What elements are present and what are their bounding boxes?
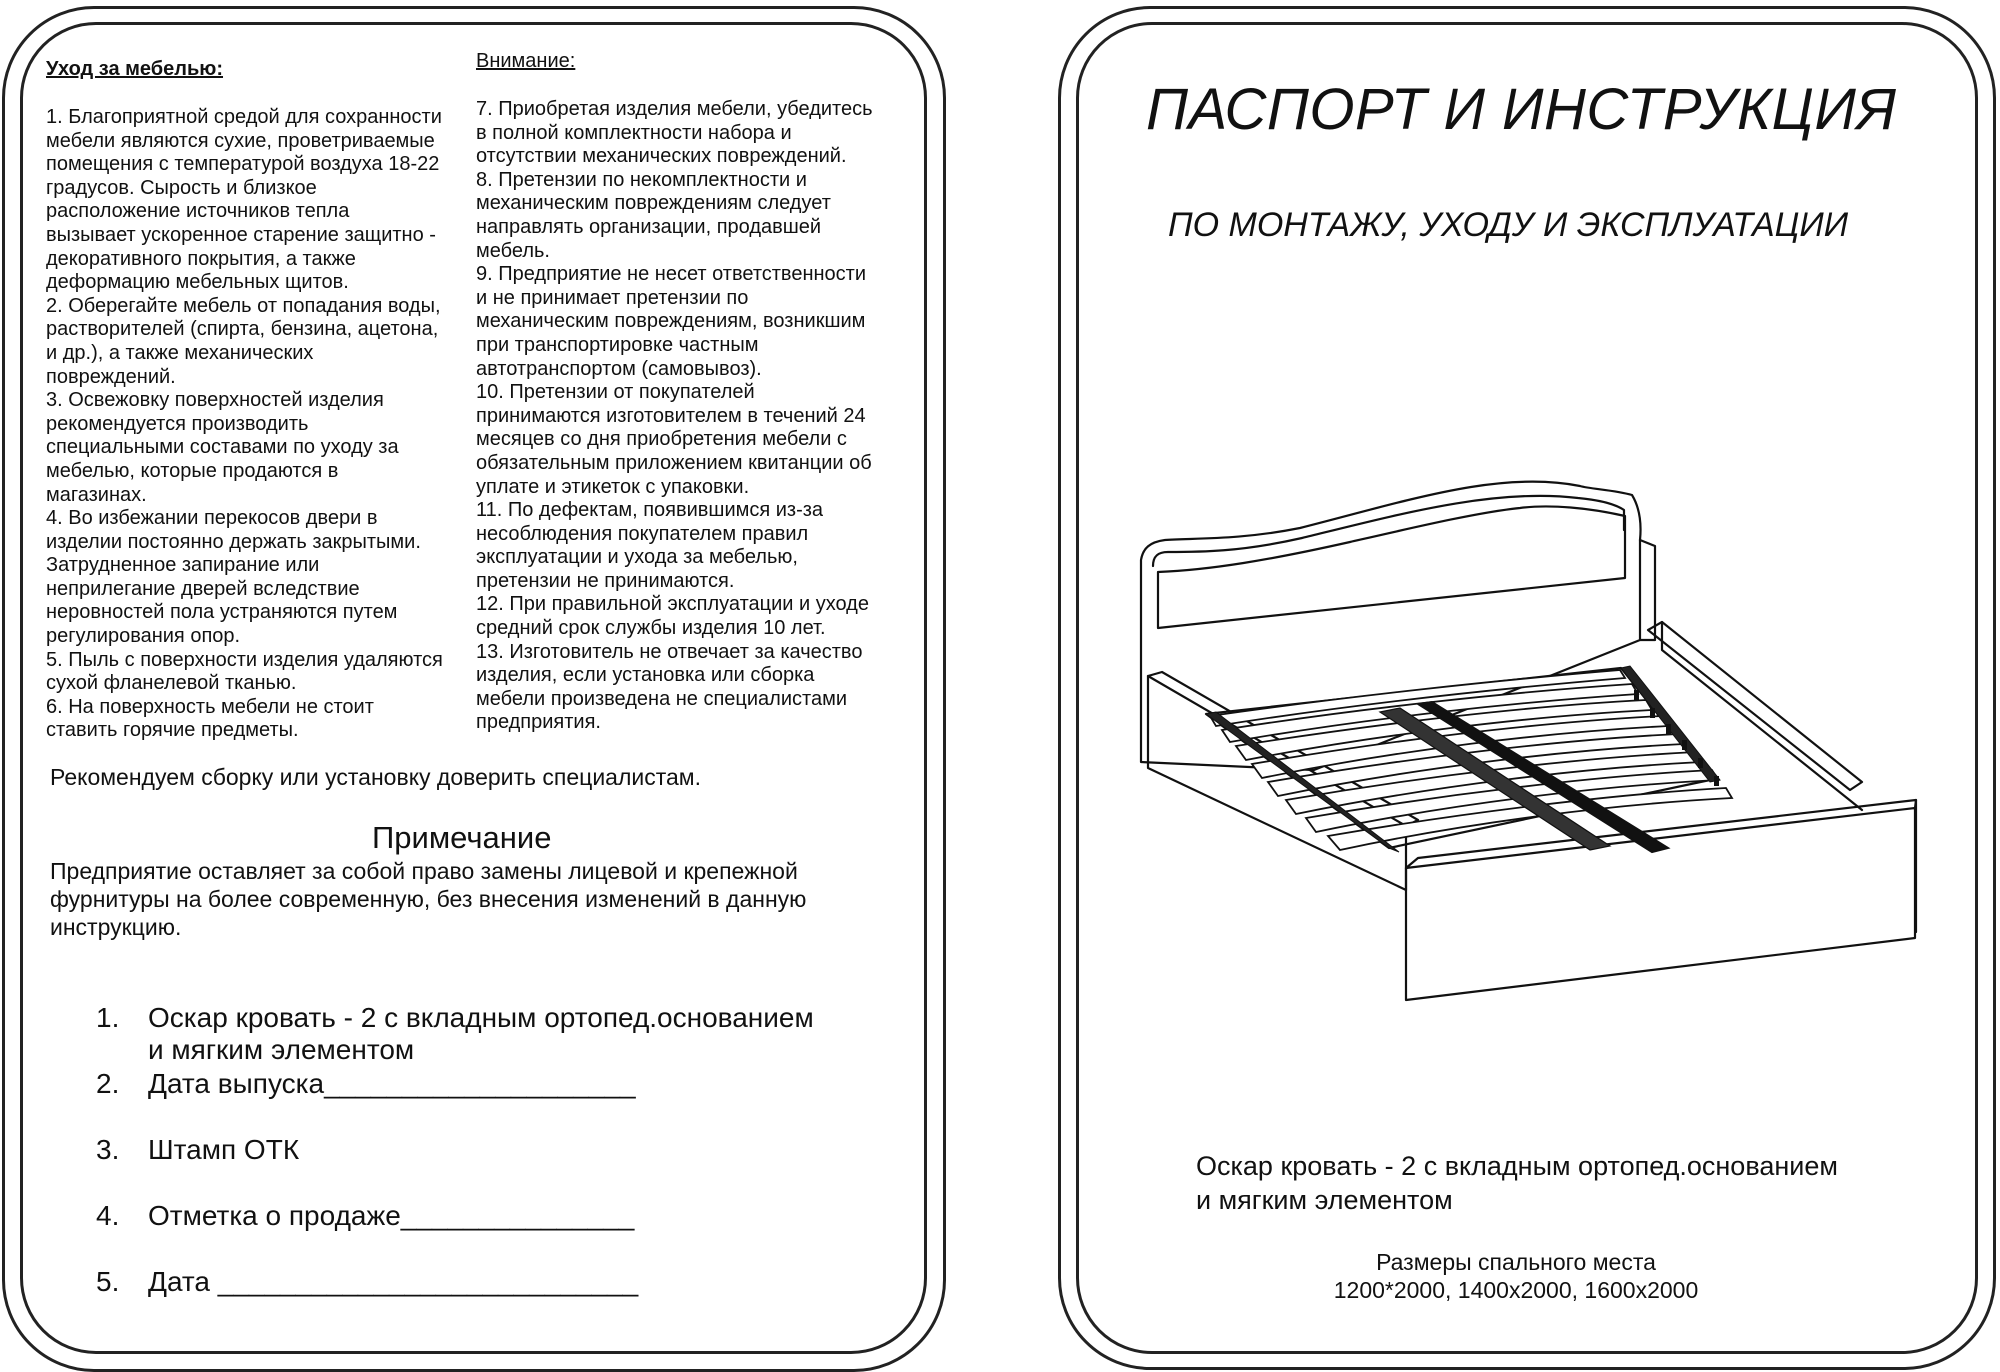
footboard — [1406, 808, 1915, 1000]
headboard-panel — [1158, 506, 1625, 628]
list-number: 5. — [96, 1266, 120, 1297]
list-number: 1. — [96, 1002, 120, 1033]
left-page — [0, 0, 960, 1372]
list-item-otk-stamp — [96, 1134, 896, 1170]
attention-heading: Внимание: — [476, 50, 576, 72]
note-title: Примечание — [372, 820, 552, 855]
list-text: Оскар кровать - 2 с вкладным ортопед.основанием и мягким элементом — [148, 1002, 814, 1065]
care-instructions: 1. Благоприятной средой для сохранности мебели являются сухие, проветриваемые помещения с температурой воздуха 18-22 градусов. Сырость и близкое расположение источников тепла вызывает ускоренное старение защитно - декоративного покрытия, а также деформацию мебельных щитов. 2. Оберегайте мебель от попадания воды, растворителей (спирта, бензина, ацетона, и др.), а также механических повреждений. 3. Освежовку поверхностей изделия рекомендуется производить специальными составами по уходу за мебелью, которые продаются в магазинах. 4. Во избежании перекосов двери в изделии постоянно держать закрытыми. Затрудненное запирание или неприлегание дверей вследствие неровностей пола устраняются путем регулирования опор. 5. Пыль с поверхности изделия удаляются сухой фланелевой тканью. 6. На поверхность мебели не стоит ставить горячие предметы. — [46, 106, 443, 742]
note-text: Предприятие оставляет за собой право замены лицевой и крепежной фурнитуры на более современную, без внесения изменений в данную инструкцию. — [50, 858, 807, 940]
list-number: 3. — [96, 1134, 120, 1165]
list-text: Дата выпуска____________________ — [148, 1068, 636, 1099]
sleeping-area-sizes: Размеры спального места 1200*2000, 1400х2000, 1600х2000 — [1333, 1249, 1699, 1303]
list-text: Отметка о продаже_______________ — [148, 1200, 635, 1231]
list-item-date — [96, 1266, 896, 1302]
list-item-sale-mark — [96, 1200, 896, 1236]
right-page — [1050, 0, 2000, 1372]
list-number: 2. — [96, 1068, 120, 1099]
right-side-rail — [1648, 622, 1862, 790]
list-number: 4. — [96, 1200, 120, 1231]
product-name: Оскар кровать - 2 с вкладным ортопед.основанием и мягким элементом — [1196, 1151, 1838, 1215]
attention-instructions: 7. Приобретая изделия мебели, убедитесь в полной комплектности набора и отсутствии механических повреждений. 8. Претензии по некомплектности и механическим повреждениям следует направлять организации, продавшей мебель. 9. Предприятие не несет ответственности и не принимает претензии по механическим повреждениям, возникшим при транспортировке частным автотранспортом (самовывоз). 10. Претензии от покупателей принимаются изготовителем в течений 24 месяцев со дня приобретения мебели с обязательным приложением квитанции об уплате и этикеток с упаковки. 11. По дефектам, появившимся из-за несоблюдения покупателем правил эксплуатации и ухода за мебелью, претензии не принимаются. 12. При правильной эксплуатации и уходе средний срок службы изделия 10 лет. 13. Изготовитель не отвечает за качество изделия, если установка или сборка мебели произведена не специалистами предприятия. — [476, 98, 873, 734]
list-text: Штамп ОТК — [148, 1134, 300, 1165]
recommendation-text: Рекомендуем сборку или установку доверить специалистам. — [50, 764, 702, 790]
list-item-product — [96, 1002, 896, 1072]
list-text: Дата ___________________________ — [148, 1266, 639, 1297]
page-title: ПАСПОРТ И ИНСТРУКЦИЯ — [1146, 77, 1897, 142]
list-item-release-date — [96, 1068, 896, 1104]
page-subtitle: ПО МОНТАЖУ, УХОДУ И ЭКСПЛУАТАЦИИ — [1168, 206, 1849, 244]
care-heading: Уход за мебелью: — [46, 58, 224, 80]
